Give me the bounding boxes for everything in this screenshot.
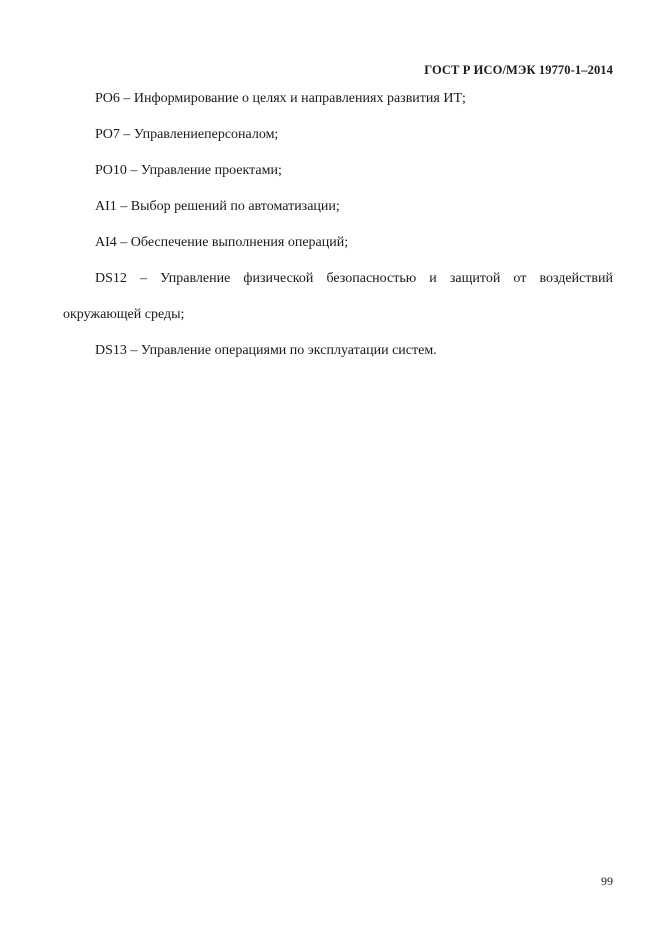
page-number: 99 bbox=[601, 874, 613, 888]
document-header: ГОСТ Р ИСО/МЭК 19770-1–2014 bbox=[424, 63, 613, 77]
list-item: AI4 – Обеспечение выполнения операций; bbox=[95, 235, 349, 250]
list-item: PO6 – Информирование о целях и направлениях развития ИТ; bbox=[95, 91, 466, 106]
list-item: DS13 – Управление операциями по эксплуатации систем. bbox=[95, 343, 437, 358]
list-item: DS12 – Управление физической безопасностью и защитой от воздействий окружающей среды; bbox=[63, 271, 613, 322]
list-item: PO10 – Управление проектами; bbox=[95, 163, 282, 178]
list-item: PO7 – Управлениеперсоналом; bbox=[95, 127, 279, 142]
list-item: AI1 – Выбор решений по автоматизации; bbox=[95, 199, 340, 214]
document-body bbox=[63, 90, 613, 378]
